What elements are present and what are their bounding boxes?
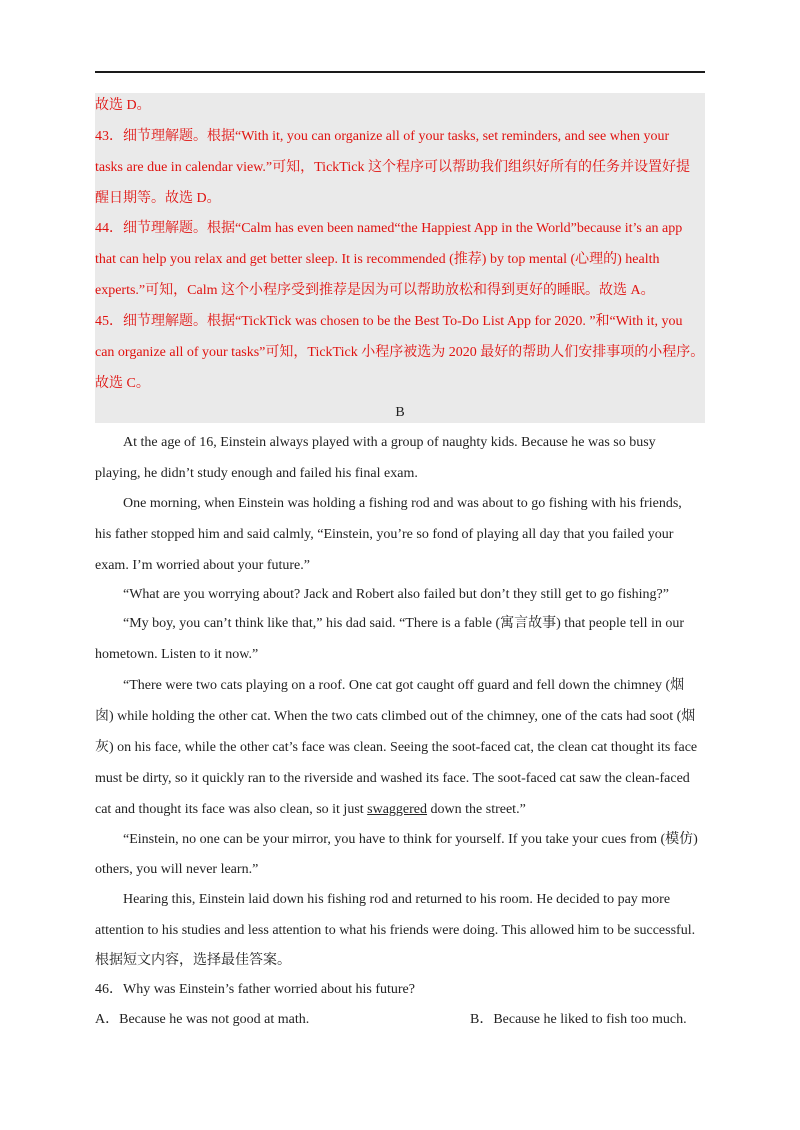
- passage-p5-line-5-end: down the street.”: [427, 802, 526, 817]
- passage-p6-line-2: others, you will never learn.”: [95, 862, 259, 877]
- answer-44-line-2: that can help you relax and get better sleep. It is recommended (推荐) by top mental (心理的) health: [95, 252, 660, 267]
- passage-p6-line-1: “Einstein, no one can be your mirror, you have to think for yourself. If you take your cues from (模仿): [123, 832, 698, 847]
- underlined-word-swaggered: swaggered: [367, 802, 428, 817]
- passage-p2-line-1: One morning, when Einstein was holding a fishing rod and was about to go fishing with his friends,: [123, 496, 682, 511]
- passage-p5-line-5-start: cat and thought its face was also clean, so it just: [95, 802, 368, 817]
- option-b: B．Because he liked to fish too much.: [470, 1012, 687, 1027]
- passage-p3-line-1: “What are you worrying about? Jack and Robert also failed but don’t they still get to go fishing?”: [123, 587, 669, 602]
- answer-45-line-3: 故选 C。: [95, 376, 150, 391]
- answer-45-line-2: can organize all of your tasks”可知，TickTick 小程序被选为 2020 最好的帮助人们安排事项的小程序。: [95, 345, 705, 360]
- answer-45-line-1: 45．细节理解题。根据“TickTick was chosen to be the Best To-Do List App for 2020. ”和“With it, you: [95, 314, 683, 329]
- answer-43-line-1: 43．细节理解题。根据“With it, you can organize all of your tasks, set reminders, and see when your: [95, 129, 670, 144]
- passage-p1-line-2: playing, he didn’t study enough and failed his final exam.: [95, 466, 418, 481]
- question-46-options: [95, 1010, 705, 1030]
- passage-p7-line-2: attention to his studies and less attention to what his friends were doing. This allowed him to be successful.: [95, 923, 696, 938]
- passage-p5-line-5: [95, 800, 526, 820]
- passage-p5-line-4: must be dirty, so it quickly ran to the riverside and washed its face. The soot-faced cat saw the clean-faced: [95, 771, 690, 786]
- answer-43-line-2: tasks are due in calendar view.”可知，TickTick 这个程序可以帮助我们组织好所有的任务并设置好提: [95, 160, 690, 175]
- passage-p4-line-2: hometown. Listen to it now.”: [95, 647, 259, 662]
- passage-p5-line-1: “There were two cats playing on a roof. One cat got caught off guard and fell down the chimney (烟: [123, 678, 685, 693]
- passage-p2-line-3: exam. I’m worried about your future.”: [95, 558, 310, 573]
- passage-p5-line-3: 灰) on his face, while the other cat’s face was clean. Seeing the soot-faced cat, the clean cat thought its face: [95, 740, 698, 755]
- section-title: B: [395, 405, 405, 420]
- header-rule: [95, 71, 705, 73]
- question-46-stem: 46．Why was Einstein’s father worried about his future?: [95, 982, 415, 997]
- passage-p7-line-1: Hearing this, Einstein laid down his fishing rod and returned to his room. He decided to pay more: [123, 892, 671, 907]
- passage-p1-line-1: At the age of 16, Einstein always played with a group of naughty kids. Because he was so busy: [123, 435, 656, 450]
- passage-p2-line-2: his father stopped him and said calmly, “Einstein, you’re so fond of playing all day that you failed your: [95, 527, 674, 542]
- instruction-text: 根据短文内容，选择最佳答案。: [95, 953, 291, 968]
- passage-p4-line-1: “My boy, you can’t think like that,” his dad said. “There is a fable (寓言故事) that people tell in our: [123, 616, 685, 631]
- answer-43-line-3: 醒日期等。故选 D。: [95, 191, 221, 206]
- option-a: A．Because he was not good at math.: [95, 1012, 310, 1027]
- answer-44-line-3: experts.”可知，Calm 这个小程序受到推荐是因为可以帮助放松和得到更好的睡眠。故选 A。: [95, 283, 655, 298]
- answer-42-tail: 故选 D。: [95, 98, 151, 113]
- passage-p5-line-2: 囱) while holding the other cat. When the two cats climbed out of the chimney, one of the cats had soot (烟: [95, 709, 696, 724]
- answer-44-line-1: 44．细节理解题。根据“Calm has even been named“the Happiest App in the World”because it’s an app: [95, 221, 683, 236]
